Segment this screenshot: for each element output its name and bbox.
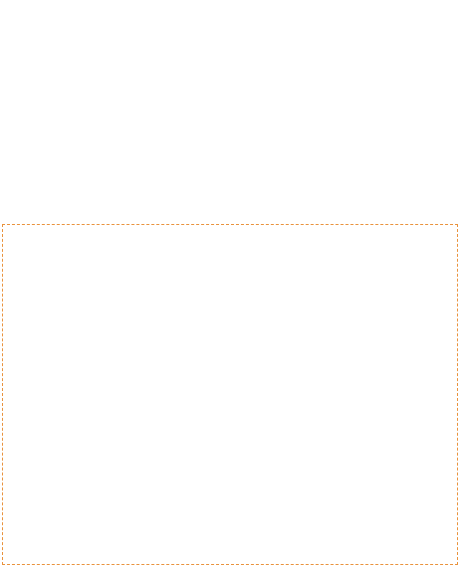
- legend-row: [226, 376, 385, 377]
- legend-text: [245, 376, 385, 377]
- scheme2-chart: [212, 252, 456, 310]
- legend: [226, 376, 385, 377]
- scheme1-chart: [10, 252, 200, 565]
